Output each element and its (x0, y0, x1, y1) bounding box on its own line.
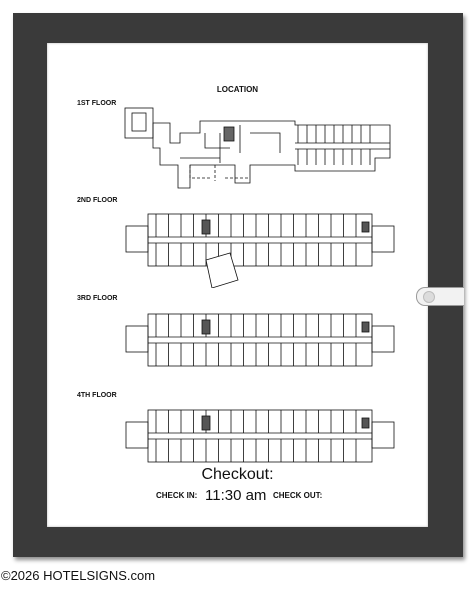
tab-knob-icon (423, 291, 435, 303)
floor-label-4: 4TH FLOOR (77, 392, 117, 399)
check-out-label: CHECK OUT: (273, 491, 323, 500)
floor-plan-3 (120, 308, 400, 372)
floor-plan-2 (120, 208, 400, 288)
check-times-row (156, 487, 336, 505)
floor-label-3: 3RD FLOOR (77, 295, 118, 302)
copyright-text: ©2026 HOTELSIGNS.com (1, 568, 156, 583)
location-title: LOCATION (216, 85, 259, 94)
floor-label-2: 2ND FLOOR (77, 197, 118, 204)
floor-plan-1 (120, 103, 400, 195)
check-in-time: 11:30 am (205, 487, 267, 504)
check-in-label: CHECK IN: (156, 491, 198, 500)
insert-pull-tab[interactable] (416, 287, 464, 306)
floor-plan-4 (120, 404, 400, 468)
floor-label-1: 1ST FLOOR (77, 100, 117, 107)
checkout-heading: Checkout: (201, 466, 274, 483)
